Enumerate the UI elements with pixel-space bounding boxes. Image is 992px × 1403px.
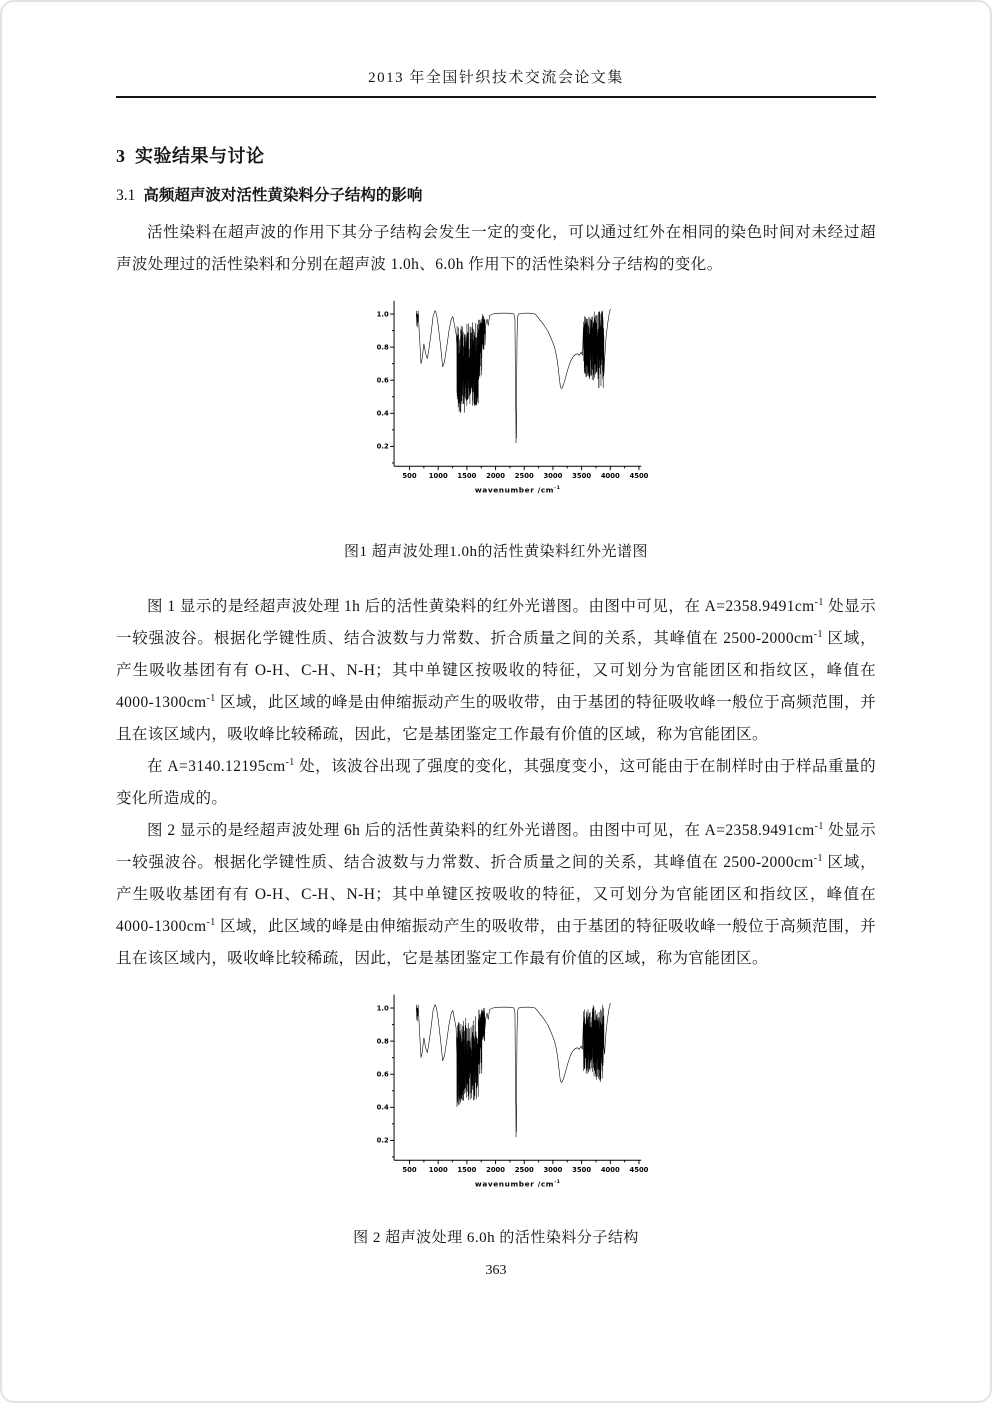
subsection-number: 3.1 <box>116 187 136 204</box>
svg-text:1500: 1500 <box>457 1165 477 1174</box>
superscript: -1 <box>813 628 823 640</box>
svg-text:2500: 2500 <box>514 1165 534 1174</box>
svg-text:2000: 2000 <box>486 471 506 480</box>
superscript: -1 <box>206 916 216 928</box>
text-run: 区域，产生吸收基团有有 O-H、C-H、N-H；其中单键区按吸收的特征，又可划分为官能团区和指纹区，峰值在 4000-1300cm <box>116 854 876 935</box>
svg-text:1.0: 1.0 <box>376 310 389 319</box>
figure-2 <box>116 987 876 1210</box>
svg-text:0.2: 0.2 <box>376 442 389 451</box>
figure1-ir-spectrum-chart <box>359 293 651 511</box>
text-run: 处显示一较强波谷。根据化学键性质、结合波数与力常数、折合质量之间的关系，其峰值在 2500-2000cm <box>116 598 876 647</box>
svg-text:0.8: 0.8 <box>376 1037 389 1046</box>
text-run: 图 2 显示的是经超声波处理 6h 后的活性黄染料的红外光谱图。由图中可见，在 A=2358.9491cm <box>147 822 815 839</box>
svg-text:4000: 4000 <box>600 471 620 480</box>
text-run: 处，该波谷出现了强度的变化，其强度变小，这可能由于在制样时由于样品重量的变化所造成的。 <box>116 758 876 807</box>
svg-text:wavenumber /cm-1: wavenumber $/cm^{-1}$ <box>474 485 561 495</box>
svg-text:1000: 1000 <box>428 471 448 480</box>
svg-text:500: 500 <box>402 1165 417 1174</box>
svg-text:500: 500 <box>402 471 417 480</box>
svg-text:2500: 2500 <box>514 471 534 480</box>
superscript: -1 <box>206 692 216 704</box>
svg-text:3500: 3500 <box>572 471 592 480</box>
svg-text:0.4: 0.4 <box>376 1103 389 1112</box>
svg-text:0.4: 0.4 <box>376 409 389 418</box>
section-number: 3 <box>116 146 125 166</box>
header-rule <box>116 96 876 98</box>
svg-text:1.0: 1.0 <box>376 1004 389 1013</box>
section-title: 实验结果与讨论 <box>135 146 265 166</box>
paragraph-fig2-analysis <box>116 815 876 975</box>
svg-text:wavenumber /cm-1: wavenumber $/cm^{-1}$ <box>474 1179 561 1189</box>
text-run: 图 1 显示的是经超声波处理 1h 后的活性黄染料的红外光谱图。由图中可见，在 A=2358.9491cm <box>147 598 815 615</box>
svg-text:3000: 3000 <box>543 1165 563 1174</box>
svg-text:0.6: 0.6 <box>376 1070 389 1079</box>
text-run: 区域，产生吸收基团有有 O-H、C-H、N-H；其中单键区按吸收的特征，又可划分为官能团区和指纹区，峰值在 4000-1300cm <box>116 630 876 711</box>
paragraph-intro: 活性染料在超声波的作用下其分子结构会发生一定的变化，可以通过红外在相同的染色时间对未经过超声波处理过的活性染料和分别在超声波 1.0h、6.0h 作用下的活性染料分子结构的变化。 <box>116 224 876 273</box>
subsection-title: 高频超声波对活性黄染料分子结构的影响 <box>143 187 423 204</box>
subsection-heading <box>116 183 876 205</box>
superscript: -1 <box>285 756 295 768</box>
section-heading <box>116 142 876 168</box>
svg-text:1000: 1000 <box>428 1165 448 1174</box>
svg-text:4500: 4500 <box>629 471 649 480</box>
page-number: 363 <box>485 1263 507 1278</box>
text-run: 在 A=3140.12195cm <box>147 758 286 775</box>
text-run: 区域，此区域的峰是由伸缩振动产生的吸收带，由于基团的特征吸收峰一般位于高频范围，并且在该区域内，吸收峰比较稀疏，因此，它是基团鉴定工作最有价值的区域，称为官能团区。 <box>116 694 876 743</box>
text-run: 区域，此区域的峰是由伸缩振动产生的吸收带，由于基团的特征吸收峰一般位于高频范围，并且在该区域内，吸收峰比较稀疏，因此，它是基团鉴定工作最有价值的区域，称为官能团区。 <box>116 918 876 967</box>
svg-text:3500: 3500 <box>572 1165 592 1174</box>
svg-text:0.6: 0.6 <box>376 376 389 385</box>
journal-header: 2013 年全国针织技术交流会论文集 <box>368 70 624 86</box>
figure-1-caption: 图1 超声波处理1.0h的活性黄染料红外光谱图 <box>343 544 648 560</box>
svg-text:0.8: 0.8 <box>376 343 389 352</box>
paragraph-3140-analysis <box>116 751 876 815</box>
svg-text:4500: 4500 <box>629 1165 649 1174</box>
text-run: 处显示一较强波谷。根据化学键性质、结合波数与力常数、折合质量之间的关系，其峰值在 2500-2000cm <box>116 822 876 871</box>
svg-text:3000: 3000 <box>543 471 563 480</box>
figure2-ir-spectrum-chart <box>359 987 651 1205</box>
figure-2-caption: 图 2 超声波处理 6.0h 的活性染料分子结构 <box>353 1230 639 1246</box>
svg-text:1500: 1500 <box>457 471 477 480</box>
superscript: -1 <box>813 852 823 864</box>
svg-text:4000: 4000 <box>600 1165 620 1174</box>
svg-text:0.2: 0.2 <box>376 1136 389 1145</box>
paragraph-fig1-analysis <box>116 591 876 751</box>
figure-1 <box>116 293 876 516</box>
svg-text:2000: 2000 <box>486 1165 506 1174</box>
superscript: -1 <box>814 596 824 608</box>
superscript: -1 <box>814 820 824 832</box>
